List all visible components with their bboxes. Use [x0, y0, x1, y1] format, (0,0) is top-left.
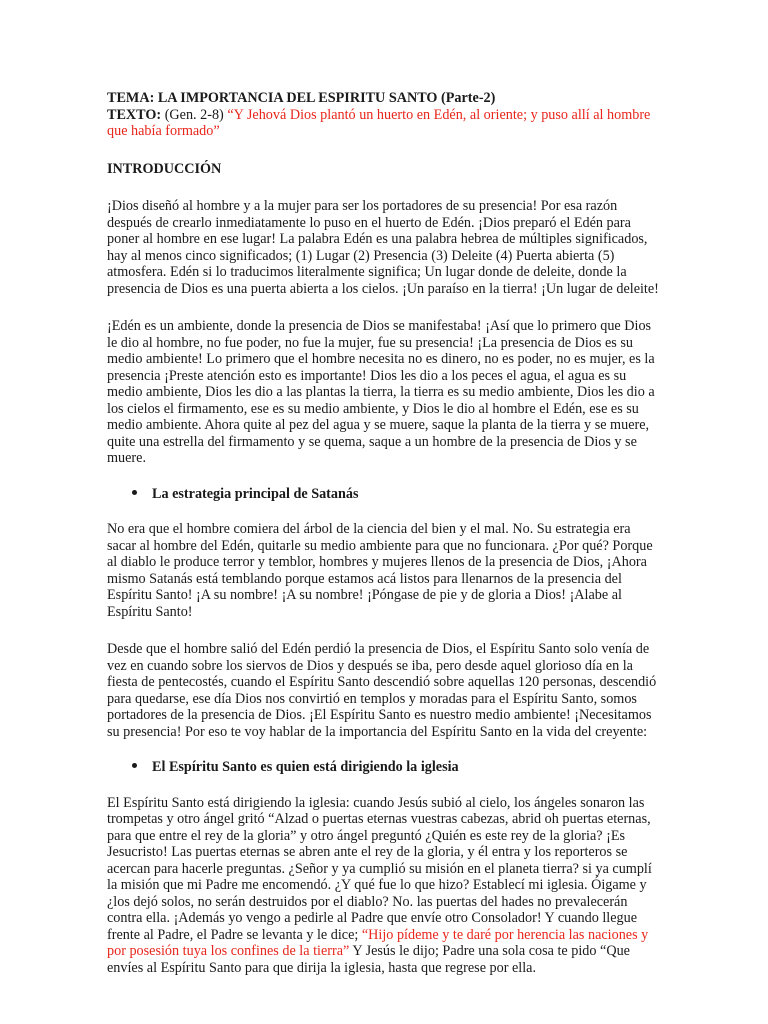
paragraph-5-text-a: El Espíritu Santo está dirigiendo la iglesia: cuando Jesús subió al cielo, los ángeles sonaron las trompetas y otro ángel gritó “Alzad o puertas eternas vuestras cabezas, abrid oh puertas eternas, para que entre el rey de la gloria” y otro ángel preguntó ¿Quién es este rey de la gloria? ¡Es Jesucristo! Las puertas eternas se abren ante el rey de la gloria, y él entra y los reporteros se acercan para hacerle preguntas. ¿Señor y ya cumplió su misión en el planeta tierra? si ya cumplí la misión que mi Padre me encomendó. ¿Y qué fue lo que hizo? Establecí mi iglesia. Óigame y ¿los dejó solos, no serán destruidos por el diablo? No. las puertas del hades no prevalecerán contra ella. ¡Además yo vengo a pedirle al Padre que envíe otro Consolador! Y cuando llegue frente al Padre, el Padre se levanta y le dice;: [107, 794, 652, 943]
texto-quote: “Y Jehová Dios plantó un huerto en Edén, al oriente; y puso allí al hombre que había formado”: [107, 106, 651, 139]
bullet-heading-1: [107, 486, 663, 503]
bullet-heading-2-text: El Espíritu Santo es quien está dirigiendo la iglesia: [152, 759, 459, 775]
paragraph-5: [107, 795, 663, 977]
texto-label: TEXTO:: [107, 106, 162, 123]
paragraph-5-quote: “Hijo pídeme y te daré por herencia las naciones y por posesión tuya los confines de la tierra”: [107, 926, 649, 959]
bullet-dot-icon: [132, 490, 137, 495]
bullet-heading-1-text: La estrategia principal de Satanás: [152, 485, 359, 502]
paragraph-2: ¡Edén es un ambiente, donde la presencia de Dios se manifestaba! ¡Así que lo primero que Dios le dio al hombre, no fue poder, no fue la mujer, fue su presencia! ¡La presencia de Dios es su medio ambiente! Lo primero que el hombre necesita no es dinero, no es poder, no es mujer, es la presencia ¡Preste atención esto es importante! Dios les dio a los peces el agua, el agua es su medio ambiente, Dios les dio a las plantas la tierra, la tierra es su medio ambiente, Dios les dio a los cielos el firmamento, ese es su medio ambiente, y Dios le dio al hombre el Edén, ese es su medio ambiente. Ahora quite al pez del agua y se muere, saque la planta de la tierra y se muere, quite una estrella del firmamento y se quema, saque a un hombre de la presencia de Dios y se muere.: [107, 318, 655, 466]
introduction-heading: INTRODUCCIÓN: [107, 160, 222, 177]
texto-reference: (Gen. 2-8): [161, 106, 228, 123]
paragraph-5-text-b: Y Jesús le dijo; Padre una sola cosa te pido “Que envíes al Espíritu Santo para que dirija la iglesia, hasta que regrese por ella.: [107, 943, 630, 976]
bullet-heading-2: [107, 759, 663, 776]
document-title: TEMA: LA IMPORTANCIA DEL ESPIRITU SANTO (Parte-2): [107, 90, 496, 106]
document-page: [107, 90, 663, 976]
paragraph-4: Desde que el hombre salió del Edén perdió la presencia de Dios, el Espíritu Santo solo venía de vez en cuando sobre los siervos de Dios y después se iba, pero desde aquel glorioso día en la fiesta de pentecostés, cuando el Espíritu Santo descendió sobre aquellas 120 personas, descendió para quedarse, ese día Dios nos convirtió en templos y moradas para el Espíritu Santo, somos portadores de la presencia de Dios. ¡El Espíritu Santo es nuestro medio ambiente! ¡Necesitamos su presencia! Por eso te voy hablar de la importancia del Espíritu Santo en la vida del creyente:: [107, 641, 657, 740]
paragraph-1: ¡Dios diseñó al hombre y a la mujer para ser los portadores de su presencia! Por esa razón después de crearlo inmediatamente lo puso en el huerto de Edén. ¡Dios preparó el Edén para poner al hombre en ese lugar! La palabra Edén es una palabra hebrea de múltiples significados, hay al menos cinco significados; (1) Lugar (2) Presencia (3) Deleite (4) Puerta abierta (5) atmosfera. Edén si lo traducimos literalmente significa; Un lugar donde de deleite, donde la presencia de Dios es una puerta abierta a los cielos. ¡Un paraíso en la tierra! ¡Un lugar de deleite!: [107, 198, 659, 297]
paragraph-3: No era que el hombre comiera del árbol de la ciencia del bien y el mal. No. Su estrategia era sacar al hombre del Edén, quitarle su medio ambiente para que no funcionara. ¿Por qué? Porque al diablo le produce terror y temblor, hombres y mujeres llenos de la presencia de Dios, ¡Ahora mismo Satanás está temblando porque estamos acá listos para llenarnos de la presencia del Espíritu Santo! ¡A su nombre! ¡A su nombre! ¡Póngase de pie y de gloria a Dios! ¡Alabe al Espíritu Santo!: [107, 521, 653, 620]
bullet-dot-icon: [132, 763, 137, 768]
texto-line: [107, 107, 663, 140]
